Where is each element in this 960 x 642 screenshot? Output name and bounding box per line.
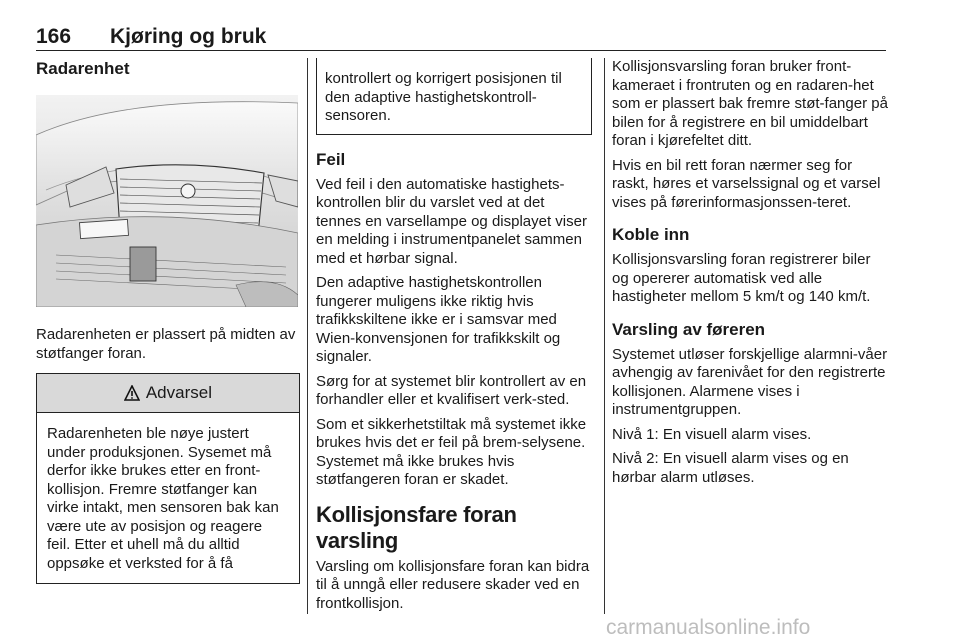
radar-caption: Radarenheten er plassert på midten av støtfanger foran. [36, 326, 296, 362]
koble-paragraph: Kollisjonsvarsling foran registrerer biler og opererer automatisk ved alle hastigheter mellom 5 km/t og 140 km/t. [612, 251, 871, 305]
warning-title-bar [37, 373, 299, 413]
column-2 [316, 58, 592, 619]
warning-title: Advarsel [145, 383, 212, 402]
warning-triangle-icon [124, 385, 140, 401]
chapter-title: Kjøring og bruk [110, 25, 267, 48]
intro-paragraph: Hvis en bil rett foran nærmer seg for raskt, høres et varselssignal og et varsel vises på førerinformasjonssen-teret. [612, 156, 881, 211]
feil-paragraph: Som et sikkerhetstiltak må systemet ikke brukes hvis det er feil på brem-selysene. Systemet må ikke brukes hvis støtfangeren foran er skadet. [316, 415, 587, 488]
section-heading-radarenhet: Radarenhet [36, 59, 130, 78]
varsling-paragraph: Nivå 2: En visuell alarm vises og en hørbar alarm utløses. [612, 450, 849, 486]
warning-box [36, 373, 300, 584]
warning-text: Radarenheten ble nøye justert under produksjonen. Sysemet må derfor ikke brukes etter en front-kollisjon. Fremre støtfanger kan virke intakt, men sensoren bak kan være ute av posisjon og reagere feil. Etter et uhell må du alltid oppsøke et verksted for å få [47, 425, 279, 572]
feil-paragraph: Den adaptive hastighetskontrollen fungerer muligens ikke riktig hvis trafikkskiltene ikke er i samsvar med Wien-konvensjonen for trafikkskilt og signaler. [316, 274, 561, 365]
column-divider-2 [604, 58, 605, 614]
section-heading-kollisjonsfare: Kollisjonsfare foran varsling [316, 501, 517, 553]
section-heading-varsling: Varsling av føreren [612, 319, 766, 339]
varsling-paragraph: Nivå 1: En visuell alarm vises. [612, 425, 812, 443]
feil-paragraph: Ved feil i den automatiske hastighets-kontrollen blir du varslet ved at det tennes en varsellampe og displayet viser en melding i instrumentpanelet sammen med et hørbar signal. [316, 175, 587, 267]
column-3 [612, 58, 890, 493]
warning-continuation-box [316, 58, 592, 135]
kollisjon-paragraph: Varsling om kollisjonsfare foran kan bidra til å unngå eller redusere skader ved en frontkollisjon. [316, 557, 590, 612]
section-heading-feil: Feil [316, 149, 346, 169]
warning-continuation-text: kontrollert og korrigert posisjonen til den adaptive hastighetskontroll-sensoren. [325, 70, 562, 124]
page-number: 166 [36, 25, 72, 48]
column-1 [36, 58, 300, 584]
watermark: carmanualsonline.info [606, 616, 811, 639]
warning-body [37, 413, 299, 583]
intro-paragraph: Kollisjonsvarsling foran bruker front-kameraet i frontruten og en radaren-het som er plassert bak fremre støt-fanger på bilen for å registrere en bil umiddelbart foran i kjørefeltet ditt. [612, 58, 888, 149]
car-front-illustration [36, 95, 298, 307]
varsling-paragraph: Systemet utløser forskjellige alarmni-våer avhengig av farenivået for den registrerte kollisjonen. Alarmene vises i instrumentgruppen. [612, 345, 888, 418]
column-divider-1 [307, 58, 308, 614]
section-heading-koble-inn: Koble inn [612, 225, 690, 244]
feil-paragraph: Sørg for at systemet blir kontrollert av en forhandler eller et kvalifisert verk-sted. [316, 372, 587, 408]
page-header [36, 22, 886, 51]
